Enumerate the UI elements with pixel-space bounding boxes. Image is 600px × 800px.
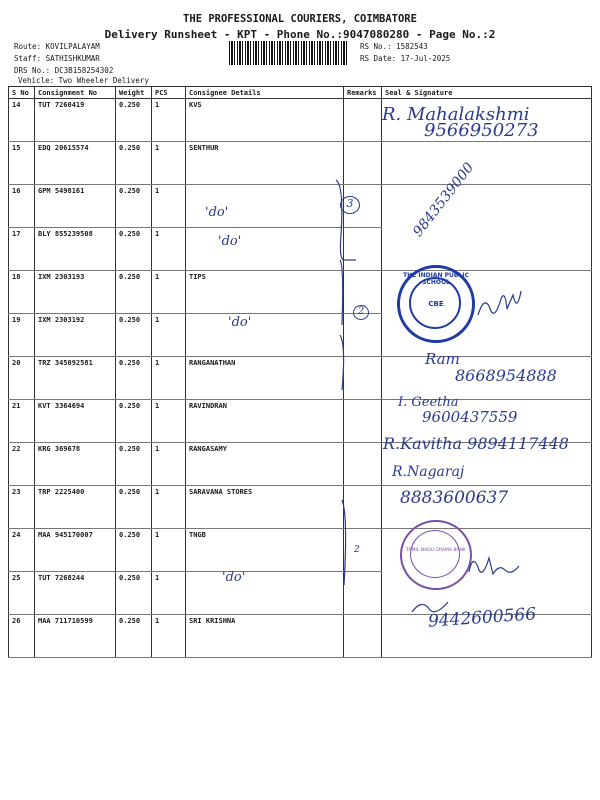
signature-name-4: I. Geetha [398, 395, 459, 410]
signature-name-3: Ram [425, 350, 460, 368]
serial-number: 20 [9, 357, 35, 400]
weight: 0.250 [116, 400, 152, 443]
pieces: 1 [152, 486, 186, 529]
runsheet-subtitle: Delivery Runsheet - KPT - Phone No.:9047080280 - Page No.:2 [104, 28, 496, 41]
remarks [344, 615, 382, 658]
signature-phone-1: 9566950273 [424, 120, 539, 141]
weight: 0.250 [116, 615, 152, 658]
remark-circle-2: 2 [353, 305, 369, 320]
col-sno: S No [9, 87, 35, 99]
col-consignment: Consignment No [35, 87, 116, 99]
remark-circle-3: 3 [340, 196, 360, 214]
col-signature: Seal & Signature [382, 87, 592, 99]
consignee-name [186, 228, 344, 271]
consignment-number: EDQ 20615574 [35, 142, 116, 185]
rs-number: RS No.: 1582543 [360, 42, 428, 51]
signature-phone-4: 9600437559 [422, 408, 518, 426]
weight: 0.250 [116, 443, 152, 486]
consignment-number: IXM 2303193 [35, 271, 116, 314]
pieces: 1 [152, 357, 186, 400]
weight: 0.250 [116, 572, 152, 615]
route-info: Route: KOVILPALAYAM [14, 42, 100, 51]
signature-5: R.Kavitha 9894117448 [383, 434, 569, 453]
consignment-number: KVT 3364694 [35, 400, 116, 443]
consignment-number: BLY 855239508 [35, 228, 116, 271]
weight: 0.250 [116, 228, 152, 271]
serial-number: 16 [9, 185, 35, 228]
consignee-name: RANGANATHAN [186, 357, 344, 400]
consignment-number: KRG 369678 [35, 443, 116, 486]
serial-number: 14 [9, 99, 35, 142]
signature-7: 9442600566 [427, 604, 537, 632]
col-weight: Weight [116, 87, 152, 99]
serial-number: 19 [9, 314, 35, 357]
serial-number: 25 [9, 572, 35, 615]
vehicle-info: Vehicle: Two Wheeler Delivery [18, 76, 149, 85]
pieces: 1 [152, 314, 186, 357]
consignment-number: MAA 945170007 [35, 529, 116, 572]
consignee-name [186, 572, 344, 615]
serial-number: 15 [9, 142, 35, 185]
barcode [229, 41, 348, 65]
consignee-name: SRI KRISHNA [186, 615, 344, 658]
consignment-number: TRP 2225400 [35, 486, 116, 529]
pieces: 1 [152, 185, 186, 228]
bank-signature-scribble [465, 548, 525, 582]
consignee-name: TIPS [186, 271, 344, 314]
pieces: 1 [152, 228, 186, 271]
remarks [344, 99, 382, 142]
weight: 0.250 [116, 357, 152, 400]
consignment-number: GPM 5498161 [35, 185, 116, 228]
pieces: 1 [152, 400, 186, 443]
consignment-number: TUT 7268244 [35, 572, 116, 615]
consignee-name: RANGASAMY [186, 443, 344, 486]
rs-date: RS Date: 17-Jul-2025 [360, 54, 451, 63]
pieces: 1 [152, 615, 186, 658]
bank-stamp: TAMIL NADU GRAMA BANK [400, 520, 472, 590]
remarks-brackets [330, 175, 378, 595]
consignment-number: MAA 711710599 [35, 615, 116, 658]
table-row [9, 142, 592, 185]
consignee-name: TNGB [186, 529, 344, 572]
signature-name-6: R.Nagaraj [392, 464, 465, 480]
pieces: 1 [152, 443, 186, 486]
weight: 0.250 [116, 314, 152, 357]
col-remarks: Remarks [344, 87, 382, 99]
consignee-name: SENTHUR [186, 142, 344, 185]
signature-phone-3: 8668954888 [455, 366, 557, 385]
pieces: 1 [152, 529, 186, 572]
consignment-number: TUT 7260419 [35, 99, 116, 142]
ditto-mark-17: 'do' [218, 234, 242, 249]
consignee-name: SARAVANA STORES [186, 486, 344, 529]
school-stamp: THE INDIAN PUBLIC SCHOOL CBE [397, 265, 475, 343]
ditto-mark-19: 'do' [228, 315, 252, 330]
pieces: 1 [152, 99, 186, 142]
signature-2: 9843539000 [410, 159, 478, 240]
remark-mark-2: 2 [354, 545, 360, 555]
serial-number: 18 [9, 271, 35, 314]
serial-number: 23 [9, 486, 35, 529]
consignment-number: TRZ 345092581 [35, 357, 116, 400]
staff-info: Staff: SATHISHKUMAR [14, 54, 100, 63]
ditto-mark-25: 'do' [222, 570, 246, 585]
pieces: 1 [152, 271, 186, 314]
serial-number: 17 [9, 228, 35, 271]
consignment-number: IXM 2303192 [35, 314, 116, 357]
consignee-name: RAVINDRAN [186, 400, 344, 443]
drs-number: DRS No.: DC3B158254302 [14, 66, 114, 75]
serial-number: 22 [9, 443, 35, 486]
weight: 0.250 [116, 486, 152, 529]
weight: 0.250 [116, 271, 152, 314]
weight: 0.250 [116, 99, 152, 142]
consignee-name: KVS [186, 99, 344, 142]
table-row [9, 185, 592, 228]
pieces: 1 [152, 142, 186, 185]
serial-number: 24 [9, 529, 35, 572]
col-consignee: Consignee Details [186, 87, 344, 99]
signature-name-1: R. Mahalakshmi [382, 104, 530, 125]
serial-number: 26 [9, 615, 35, 658]
weight: 0.250 [116, 142, 152, 185]
company-title: THE PROFESSIONAL COURIERS, COIMBATORE [183, 13, 417, 25]
seal-signature-cell [382, 142, 592, 185]
col-pcs: PCS [152, 87, 186, 99]
school-signature-scribble [475, 285, 525, 323]
consignee-name [186, 314, 344, 357]
pieces: 1 [152, 572, 186, 615]
table-header-row [9, 87, 592, 99]
serial-number: 21 [9, 400, 35, 443]
ditto-mark-16: 'do' [205, 205, 229, 220]
weight: 0.250 [116, 529, 152, 572]
weight: 0.250 [116, 185, 152, 228]
signature-phone-6: 8883600637 [400, 488, 509, 508]
